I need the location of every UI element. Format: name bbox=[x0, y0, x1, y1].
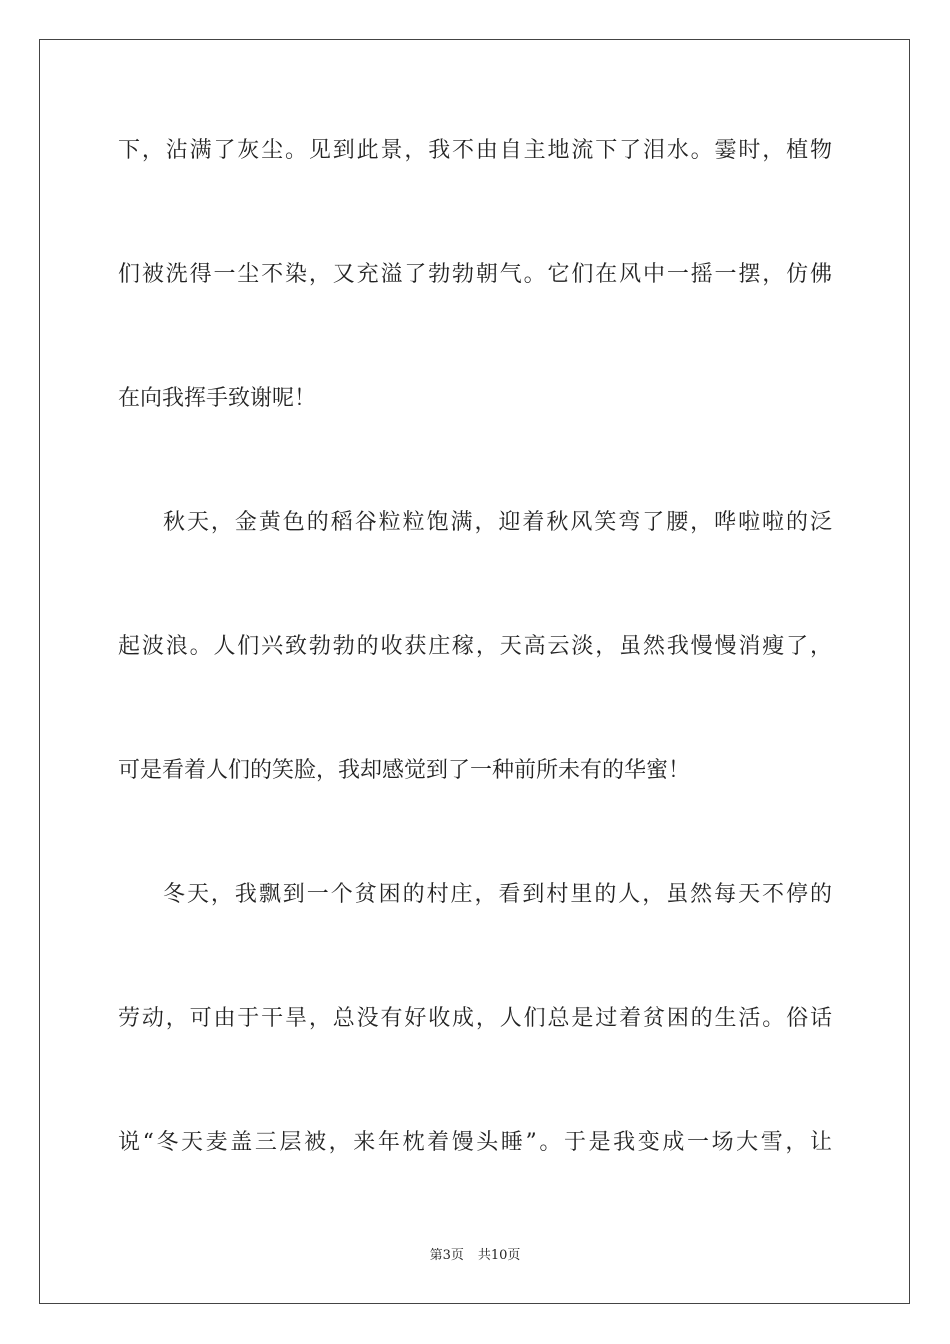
page-total: 共10页 bbox=[477, 1248, 521, 1263]
text-line: 起波浪。人们兴致勃勃的收获庄稼，天高云淡，虽然我慢慢消瘦了， bbox=[118, 634, 832, 659]
text-line: 们被洗得一尘不染，又充溢了勃勃朝气。它们在风中一摇一摆，仿佛 bbox=[118, 262, 832, 287]
text-line: 可是看着人们的笑脸，我却感觉到了一种前所未有的华蜜！ bbox=[118, 758, 691, 783]
page-number: 第3页 bbox=[429, 1248, 464, 1263]
text-line: 在向我挥手致谢呢！ bbox=[118, 386, 317, 411]
text-line: 劳动，可由于干旱，总没有好收成，人们总是过着贫困的生活。俗话 bbox=[118, 1006, 832, 1031]
page-border bbox=[39, 39, 910, 1304]
paragraph-start-line: 冬天，我飘到一个贫困的村庄，看到村里的人，虽然每天不停的 bbox=[163, 882, 832, 907]
paragraph-start-line: 秋天，金黄色的稻谷粒粒饱满，迎着秋风笑弯了腰，哗啦啦的泛 bbox=[163, 510, 832, 535]
text-line: 下，沾满了灰尘。见到此景，我不由自主地流下了泪水。霎时，植物 bbox=[118, 138, 832, 163]
text-line: 说“冬天麦盖三层被，来年枕着馒头睡”。于是我变成一场大雪，让 bbox=[118, 1130, 832, 1155]
page-footer bbox=[0, 1247, 950, 1265]
